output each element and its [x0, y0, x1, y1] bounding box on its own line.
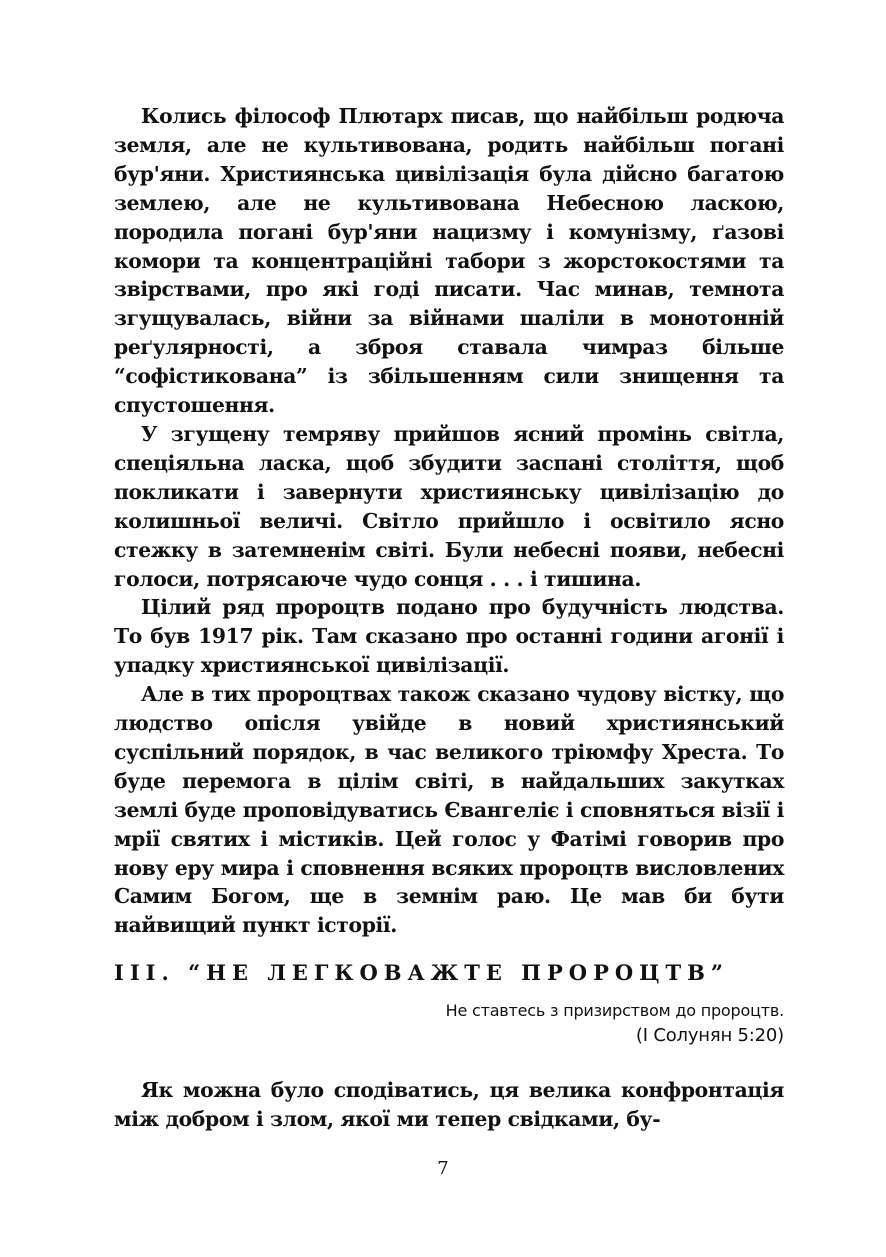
section-heading: III. “НЕ ЛЕГКОВАЖТЕ ПРОРОЦТВ”: [114, 960, 729, 986]
epigraph-text: Не ставтесь з призирством до пророцтв.: [445, 1001, 784, 1021]
paragraph-2: У згущену темряву прийшов ясний промінь світла, спеціяльна ласка, щоб збудити заспані століття, щоб покликати і завернути християнську цивілізацію до колишньої величі. Світло прийшло і освітило ясно стежку в затемненім світі. Були небесні появи, небесні голоси, потрясаюче чудо сонця . . . і тишина.: [114, 421, 784, 591]
epigraph: [114, 998, 784, 1048]
paragraph-3: Цілий ряд пророцтв подано про будучність людства. То був 1917 рік. Там сказано про останні години агонії і упадку християнської цивілізації.: [114, 595, 784, 678]
closing-paragraph: Як можна було сподіватись, ця велика конфронтація між добром і злом, якої ми тепер свідками, бу-: [114, 1078, 784, 1132]
epigraph-reference: (І Солунян 5:20): [635, 1025, 784, 1047]
page-number: 7: [437, 1158, 449, 1179]
page-body: [114, 102, 784, 1134]
paragraph-4: Але в тих пророцтвах також сказано чудову вістку, що людство опісля увійде в новий християнський суспільний порядок, в час великого тріюмфу Хреста. То буде перемога в цілім світі, в найдальших закутках землі буде проповідуватись Євангеліє і сповняться візії і мрії святих і містиків. Цей голос у Фатімі говорив про нову еру мира і сповнення всяких пророцтв висловлених Самим Богом, ще в земнім раю. Це мав би бути найвищий пункт історії.: [114, 682, 784, 938]
paragraph-1: Колись філософ Плютарх писав, що найбільш родюча земля, але не культивована, родить найбільш погані бур'яни. Християнська цивілізація була дійсно багатою землею, але не культивована Небесною ласкою, породила погані бур'яни нацизму і комунізму, ґазові комори та концентраційні табори з жорстокостями та звірствами, про які годі писати. Час минав, темнота згущувалась, війни за війнами шаліли в монотонній реґулярності, а зброя ставала чимраз більше “софістикована” із збільшенням сили знищення та спустошення.: [114, 104, 784, 418]
